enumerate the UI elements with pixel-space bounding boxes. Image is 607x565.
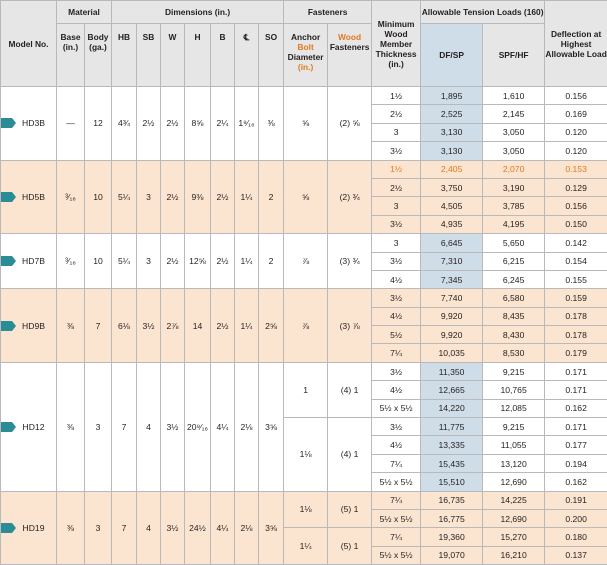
header-anchor-line1: Anchor (291, 32, 320, 42)
table-row (1, 362, 607, 380)
anchor-bolt-cell: 1⅛ (284, 491, 328, 528)
deflection-cell: 0.137 (545, 546, 607, 564)
dfsp-cell: 7,345 (421, 270, 483, 288)
deflection-cell: 0.159 (545, 289, 607, 307)
spfhf-cell: 16,210 (483, 546, 545, 564)
model-label: HD7B (22, 256, 45, 266)
model-label: HD19 (23, 523, 45, 533)
dimension-cell: 2½ (211, 160, 235, 234)
dfsp-cell: 9,920 (421, 307, 483, 325)
dfsp-cell: 3,130 (421, 123, 483, 141)
dimension-cell: 3⅝ (259, 362, 284, 491)
header-sb: SB (137, 24, 161, 87)
thickness-cell: 5½ x 5½ (372, 546, 421, 564)
deflection-cell: 0.150 (545, 215, 607, 233)
deflection-cell: 0.171 (545, 381, 607, 399)
deflection-cell: 0.171 (545, 418, 607, 436)
spfhf-cell: 1,610 (483, 87, 545, 105)
dfsp-cell: 19,360 (421, 528, 483, 546)
dfsp-cell: 10,035 (421, 344, 483, 362)
body-cell: 12 (85, 87, 112, 161)
dimension-cell: 8⅝ (185, 87, 211, 161)
table-body (1, 87, 607, 565)
dimension-cell: 9⅜ (185, 160, 211, 234)
table-row (1, 234, 607, 252)
deflection-cell: 0.178 (545, 307, 607, 325)
model-cell (1, 234, 57, 289)
spfhf-cell: 9,215 (483, 418, 545, 436)
spfhf-cell: 8,430 (483, 326, 545, 344)
model-cell (1, 87, 57, 161)
thickness-cell: 3 (372, 123, 421, 141)
wood-fasteners-cell: (5) 1 (328, 491, 372, 528)
wood-fasteners-cell: (4) 1 (328, 362, 372, 417)
header-anchor-bolt (284, 24, 328, 87)
thickness-cell: 2½ (372, 178, 421, 196)
deflection-cell: 0.129 (545, 178, 607, 196)
wood-fasteners-cell: (2) ¾ (328, 160, 372, 234)
spfhf-cell: 11,055 (483, 436, 545, 454)
dimension-cell: 3 (137, 234, 161, 289)
thickness-cell: 2½ (372, 105, 421, 123)
thickness-cell: 7¼ (372, 528, 421, 546)
dimension-cell: 4 (137, 362, 161, 491)
model-label: HD3B (22, 118, 45, 128)
header-wood-line1: Wood (338, 32, 361, 42)
anchor-bolt-cell: ⅝ (284, 160, 328, 234)
spfhf-cell: 4,195 (483, 215, 545, 233)
deflection-cell: 0.162 (545, 473, 607, 491)
spfhf-cell: 6,580 (483, 289, 545, 307)
body-cell: 3 (85, 362, 112, 491)
dimension-cell: 3½ (137, 289, 161, 363)
anchor-bolt-cell: ⅝ (284, 87, 328, 161)
header-b: B (211, 24, 235, 87)
dimension-cell: 3½ (161, 362, 185, 491)
deflection-cell: 0.155 (545, 270, 607, 288)
model-label: HD5B (22, 192, 45, 202)
header-material: Material (57, 1, 112, 24)
dfsp-cell: 11,775 (421, 418, 483, 436)
spfhf-cell: 5,650 (483, 234, 545, 252)
anchor-bolt-cell: 1⅛ (284, 418, 328, 492)
dimension-cell: 2½ (161, 160, 185, 234)
dimension-cell: 1⁹⁄₁₆ (235, 87, 259, 161)
table-row (1, 160, 607, 178)
spfhf-cell: 2,145 (483, 105, 545, 123)
header-body: Body (ga.) (85, 24, 112, 87)
thickness-cell: 4½ (372, 270, 421, 288)
thickness-cell: 3½ (372, 362, 421, 380)
header-w: W (161, 24, 185, 87)
header-spfhf: SPF/HF (483, 24, 545, 87)
deflection-cell: 0.178 (545, 326, 607, 344)
dfsp-cell: 14,220 (421, 399, 483, 417)
body-cell: 10 (85, 234, 112, 289)
model-marker-icon (1, 321, 17, 331)
header-min-wood: Minimum Wood Member Thickness (in.) (372, 1, 421, 87)
header-wood-line2: Fasteners (330, 42, 370, 52)
base-cell: — (57, 87, 85, 161)
header-hb: HB (112, 24, 137, 87)
dimension-cell: 2½ (137, 87, 161, 161)
thickness-cell: 7¼ (372, 344, 421, 362)
table-row (1, 87, 607, 105)
dimension-cell: 2⅛ (235, 362, 259, 491)
dfsp-cell: 1,895 (421, 87, 483, 105)
deflection-cell: 0.156 (545, 87, 607, 105)
spfhf-cell: 14,225 (483, 491, 545, 509)
spfhf-cell: 3,050 (483, 123, 545, 141)
dimension-cell: 6⅛ (112, 289, 137, 363)
model-marker-icon (1, 422, 17, 432)
dfsp-cell: 13,335 (421, 436, 483, 454)
thickness-cell: 5½ x 5½ (372, 399, 421, 417)
header-dimensions: Dimensions (in.) (112, 1, 284, 24)
dimension-cell: 2⅛ (235, 491, 259, 565)
dimension-cell: 14 (185, 289, 211, 363)
dfsp-cell: 4,935 (421, 215, 483, 233)
spfhf-cell: 2,070 (483, 160, 545, 178)
spfhf-cell: 6,215 (483, 252, 545, 270)
dimension-cell: 3 (137, 160, 161, 234)
deflection-cell: 0.153 (545, 160, 607, 178)
model-cell (1, 362, 57, 491)
anchor-bolt-cell: 1¼ (284, 528, 328, 565)
model-label: HD9B (22, 321, 45, 331)
dfsp-cell: 16,775 (421, 509, 483, 527)
base-cell: ³⁄₁₆ (57, 234, 85, 289)
dimension-cell: 2¼ (211, 87, 235, 161)
anchor-bolt-cell: ⅞ (284, 289, 328, 363)
deflection-cell: 0.142 (545, 234, 607, 252)
dimension-cell: 4¼ (211, 491, 235, 565)
deflection-cell: 0.120 (545, 142, 607, 160)
dfsp-cell: 7,310 (421, 252, 483, 270)
anchor-bolt-cell: 1 (284, 362, 328, 417)
dimension-cell: 1¼ (235, 160, 259, 234)
thickness-cell: 5½ (372, 326, 421, 344)
dimension-cell: 24½ (185, 491, 211, 565)
thickness-cell: 5½ x 5½ (372, 509, 421, 527)
dfsp-cell: 9,920 (421, 326, 483, 344)
spfhf-cell: 15,270 (483, 528, 545, 546)
dfsp-cell: 19,070 (421, 546, 483, 564)
thickness-cell: 3½ (372, 252, 421, 270)
header-fasteners: Fasteners (284, 1, 372, 24)
deflection-cell: 0.179 (545, 344, 607, 362)
spfhf-cell: 8,435 (483, 307, 545, 325)
thickness-cell: 4½ (372, 307, 421, 325)
deflection-cell: 0.169 (545, 105, 607, 123)
base-cell: ⅜ (57, 491, 85, 565)
header-dfsp: DF/SP (421, 24, 483, 87)
base-cell: ⅜ (57, 362, 85, 491)
spfhf-cell: 8,530 (483, 344, 545, 362)
deflection-cell: 0.191 (545, 491, 607, 509)
header-model-no: Model No. (1, 1, 57, 87)
header-deflection: Deflection at Highest Allowable Load (545, 1, 607, 87)
thickness-cell: 1½ (372, 87, 421, 105)
dimension-cell: 20⁹⁄₁₆ (185, 362, 211, 491)
body-cell: 7 (85, 289, 112, 363)
header-allowable: Allowable Tension Loads (160) (421, 1, 545, 24)
dimension-cell: 1¼ (235, 234, 259, 289)
base-cell: ⅜ (57, 289, 85, 363)
thickness-cell: 7¼ (372, 454, 421, 472)
wood-fasteners-cell: (5) 1 (328, 528, 372, 565)
wood-fasteners-cell: (4) 1 (328, 418, 372, 492)
spfhf-cell: 3,050 (483, 142, 545, 160)
dfsp-cell: 15,435 (421, 454, 483, 472)
dimension-cell: 7 (112, 491, 137, 565)
dimension-cell: 3⅝ (259, 491, 284, 565)
model-marker-icon (1, 256, 17, 266)
model-cell (1, 491, 57, 565)
header-anchor-line2: Bolt (297, 42, 313, 52)
deflection-cell: 0.180 (545, 528, 607, 546)
header-anchor-line4: (in.) (298, 62, 313, 72)
thickness-cell: 3½ (372, 418, 421, 436)
body-cell: 10 (85, 160, 112, 234)
deflection-cell: 0.177 (545, 436, 607, 454)
table-row (1, 289, 607, 307)
dimension-cell: 4 (137, 491, 161, 565)
deflection-cell: 0.156 (545, 197, 607, 215)
dimension-cell: 2½ (211, 234, 235, 289)
dfsp-cell: 12,665 (421, 381, 483, 399)
dimension-cell: 12⅝ (185, 234, 211, 289)
header-wood-fasteners (328, 24, 372, 87)
dimension-cell: 4¾ (112, 87, 137, 161)
wood-fasteners-cell: (3) ⅞ (328, 289, 372, 363)
spfhf-cell: 6,245 (483, 270, 545, 288)
spfhf-cell: 3,190 (483, 178, 545, 196)
thickness-cell: 3 (372, 197, 421, 215)
table-row (1, 491, 607, 509)
dimension-cell: 2 (259, 234, 284, 289)
base-cell: ³⁄₁₆ (57, 160, 85, 234)
dfsp-cell: 11,350 (421, 362, 483, 380)
dimension-cell: 5¼ (112, 160, 137, 234)
thickness-cell: 7¼ (372, 491, 421, 509)
dfsp-cell: 7,740 (421, 289, 483, 307)
spfhf-cell: 12,085 (483, 399, 545, 417)
dimension-cell: 1¼ (235, 289, 259, 363)
dimension-cell: 2½ (161, 234, 185, 289)
model-cell (1, 289, 57, 363)
thickness-cell: 4½ (372, 381, 421, 399)
dimension-cell: 7 (112, 362, 137, 491)
thickness-cell: 1½ (372, 160, 421, 178)
header-base: Base (in.) (57, 24, 85, 87)
spfhf-cell: 12,690 (483, 509, 545, 527)
model-marker-icon (1, 118, 17, 128)
dfsp-cell: 2,405 (421, 160, 483, 178)
thickness-cell: 3 (372, 234, 421, 252)
thickness-cell: 5½ x 5½ (372, 473, 421, 491)
deflection-cell: 0.154 (545, 252, 607, 270)
deflection-cell: 0.200 (545, 509, 607, 527)
model-cell (1, 160, 57, 234)
dimension-cell: 2½ (211, 289, 235, 363)
dimension-cell: 2 (259, 160, 284, 234)
deflection-cell: 0.162 (545, 399, 607, 417)
dfsp-cell: 2,525 (421, 105, 483, 123)
wood-fasteners-cell: (3) ¾ (328, 234, 372, 289)
dfsp-cell: 6,645 (421, 234, 483, 252)
anchor-bolt-cell: ⅞ (284, 234, 328, 289)
header-cl: ℄ (235, 24, 259, 87)
model-marker-icon (1, 192, 17, 202)
thickness-cell: 4½ (372, 436, 421, 454)
dfsp-cell: 16,735 (421, 491, 483, 509)
wood-fasteners-cell: (2) ⅝ (328, 87, 372, 161)
model-marker-icon (1, 523, 17, 533)
dimension-cell: ⅜ (259, 87, 284, 161)
deflection-cell: 0.120 (545, 123, 607, 141)
deflection-cell: 0.171 (545, 362, 607, 380)
dimension-cell: 3½ (161, 491, 185, 565)
dimension-cell: 2⅞ (161, 289, 185, 363)
header-h: H (185, 24, 211, 87)
spfhf-cell: 12,690 (483, 473, 545, 491)
spfhf-cell: 3,785 (483, 197, 545, 215)
header-so: SO (259, 24, 284, 87)
thickness-cell: 3½ (372, 142, 421, 160)
dfsp-cell: 3,750 (421, 178, 483, 196)
dimension-cell: 2⅝ (259, 289, 284, 363)
spfhf-cell: 10,765 (483, 381, 545, 399)
model-label: HD12 (23, 422, 45, 432)
body-cell: 3 (85, 491, 112, 565)
header-anchor-line3: Diameter (288, 52, 324, 62)
dimension-cell: 4¼ (211, 362, 235, 491)
thickness-cell: 3½ (372, 289, 421, 307)
dimension-cell: 5¼ (112, 234, 137, 289)
spfhf-cell: 9,215 (483, 362, 545, 380)
dimension-cell: 2½ (161, 87, 185, 161)
thickness-cell: 3½ (372, 215, 421, 233)
dfsp-cell: 3,130 (421, 142, 483, 160)
deflection-cell: 0.194 (545, 454, 607, 472)
dfsp-cell: 4,505 (421, 197, 483, 215)
dfsp-cell: 15,510 (421, 473, 483, 491)
spfhf-cell: 13,120 (483, 454, 545, 472)
